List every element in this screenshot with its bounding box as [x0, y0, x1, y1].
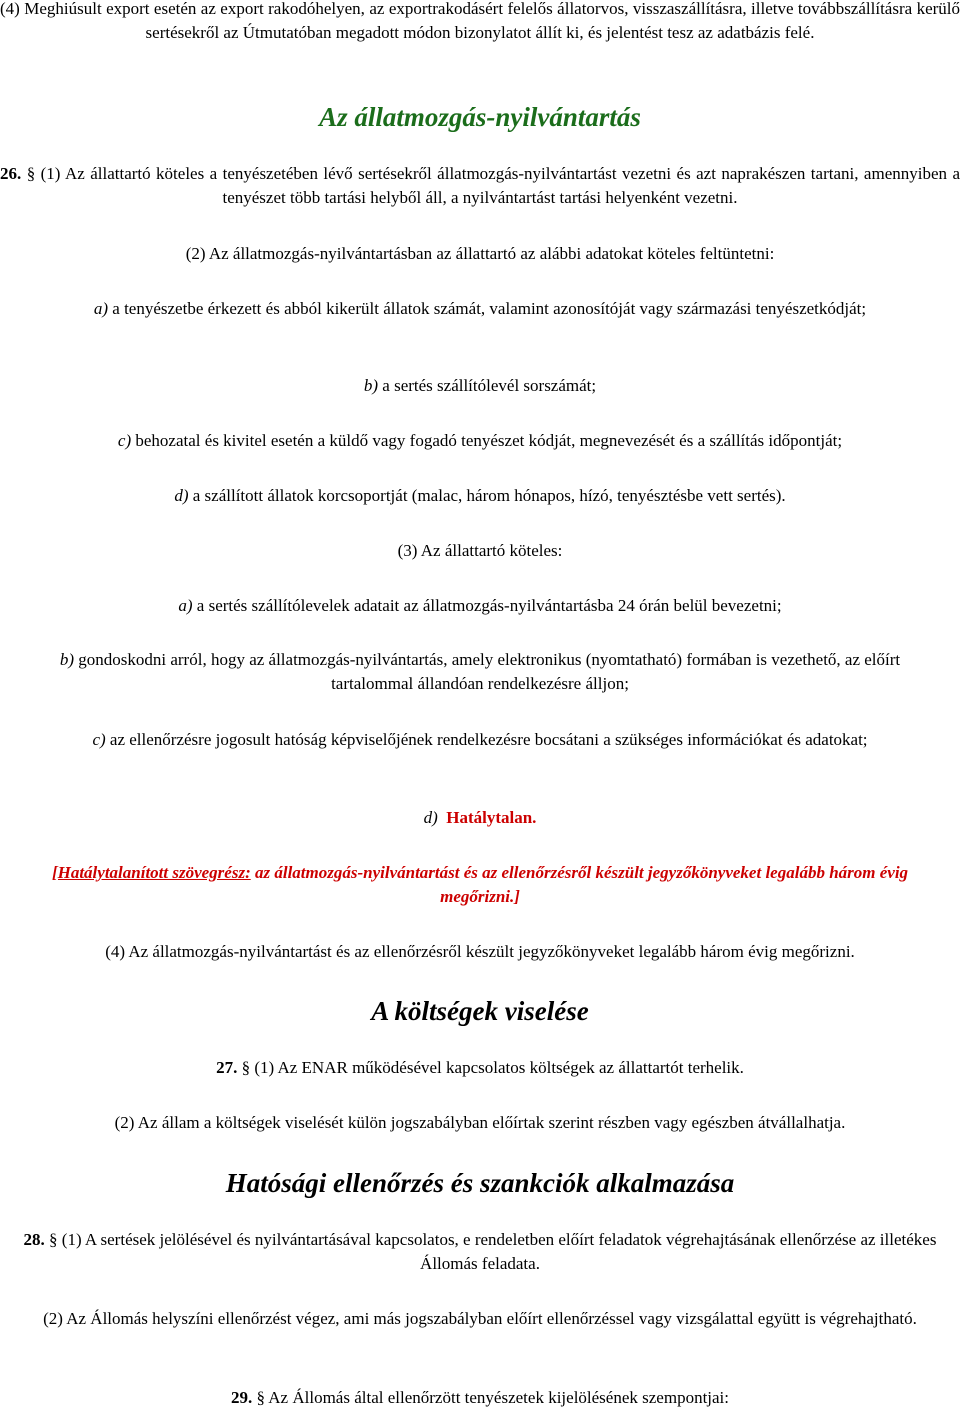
paragraph-text: (2) Az állam a költségek viselését külön jogszabályban előírtak szerint részben vagy egészben átvállalhatja. — [114, 1113, 846, 1132]
item-label: a) — [93, 299, 109, 318]
item-text: gondoskodni arról, hogy az állatmozgás-nyilvántartás, amely elektronikus (nyomtatható) formában is vezethető, az előírt tartalommal állandóan rendelkezésre álljon; — [74, 650, 901, 693]
section-28-paragraph-1 — [20, 1228, 940, 1276]
paragraph-text: (1) Az ENAR működésével kapcsolatos költségek az állattartót terhelik. — [250, 1058, 744, 1077]
section-26-paragraph-2 — [0, 242, 960, 266]
item-2b — [0, 374, 960, 398]
item-label: d) — [423, 808, 438, 827]
section-28-paragraph-2 — [20, 1307, 940, 1331]
paragraph-text: (2) Az állatmozgás-nyilvántartásban az állattartó az alábbi adatokat köteles feltüntetni: — [185, 244, 775, 263]
paragraph-4-export — [0, 0, 960, 45]
section-29-paragraph-1 — [0, 1386, 960, 1410]
section-number: 26. — [0, 164, 22, 183]
section-heading: A költségek viselése — [371, 996, 589, 1026]
section-heading: Hatósági ellenőrzés és szankciók alkalmazása — [225, 1168, 735, 1198]
paragraph-text: (1) A sertések jelölésével és nyilvántartásával kapcsolatos, e rendeletben előírt feladatok végrehajtásának ellenőrzése az illetékes Állomás feladata. — [57, 1230, 937, 1273]
item-3a — [0, 594, 960, 618]
section-heading: Az állatmozgás-nyilvántartás — [319, 102, 641, 132]
item-label: c) — [117, 431, 132, 450]
section-26-paragraph-1 — [0, 162, 960, 210]
section-sign: § — [49, 1230, 58, 1249]
section-26-paragraph-4 — [0, 940, 960, 964]
section-27-paragraph-1 — [0, 1056, 960, 1080]
item-text: a tenyészetbe érkezett és abból kikerült állatok számát, valamint azonosítóját vagy származási tenyészetkódját; — [108, 299, 867, 318]
item-label: b) — [59, 650, 75, 669]
section-number: 29. — [230, 1388, 253, 1407]
paragraph-text: Az Állomás által ellenőrzött tenyészetek kijelölésének szempontjai: — [264, 1388, 730, 1407]
repealed-text: Hatálytalan. — [446, 808, 537, 827]
paragraph-text: (4) Meghiúsult export esetén az export rakodóhelyen, az exportrakodásért felelős állatorvos, visszaszállításra, illetve továbbszállításra kerülő sertésekről az Útmutatóban megadott módon bizonylatot állít ki, és jelentést tesz az adatbázis felé. — [0, 0, 960, 42]
item-label: c) — [92, 730, 106, 749]
heading-koltsegek — [0, 995, 960, 1027]
item-2d — [0, 484, 960, 508]
section-sign: § — [256, 1388, 265, 1407]
paragraph-text: (4) Az állatmozgás-nyilvántartást és az ellenőrzésről készült jegyzőkönyveket legalább három évig megőrizni. — [105, 942, 855, 961]
item-3c — [30, 728, 930, 752]
heading-allatmozgas — [0, 101, 960, 133]
item-label: a) — [178, 596, 193, 615]
repealed-passage-text: az állatmozgás-nyilvántartást és az ellenőrzésről készült jegyzőkönyveket legalább három évig megőrizni.] — [250, 863, 909, 906]
section-number: 28. — [23, 1230, 45, 1249]
item-text: a sertés szállítólevél sorszámát; — [378, 376, 597, 395]
section-sign: § — [241, 1058, 251, 1077]
heading-hatosagi — [0, 1167, 960, 1199]
item-3d — [0, 806, 960, 830]
section-27-paragraph-2 — [0, 1111, 960, 1135]
item-text: az ellenőrzésre jogosult hatóság képviselőjének rendelkezésre bocsátani a szükséges információkat és adatokat; — [105, 730, 868, 749]
item-2c — [0, 429, 960, 453]
paragraph-text: (1) Az állattartó köteles a tenyészetében lévő sertésekről állatmozgás-nyilvántartást vezetni és azt naprakészen tartani, amennyiben a tenyészet több tartási helyből áll, a nyilvántartást tartási helyenként vezetni. — [35, 164, 960, 207]
section-number: 27. — [216, 1058, 238, 1077]
item-label: b) — [363, 376, 379, 395]
paragraph-text: (2) Az Állomás helyszíni ellenőrzést végez, ami más jogszabályban előírt ellenőrzéssel vagy vizsgálattal együtt is végrehajtható. — [43, 1309, 917, 1328]
item-text: a sertés szállítólevelek adatait az állatmozgás-nyilvántartásba 24 órán belül bevezetni; — [192, 596, 782, 615]
repealed-passage — [25, 861, 935, 909]
section-sign: § — [26, 164, 36, 183]
item-text: behozatal és kivitel esetén a küldő vagy fogadó tenyészet kódját, megnevezését és a szállítás időpontját; — [131, 431, 843, 450]
section-26-paragraph-3 — [0, 539, 960, 563]
item-label: d) — [174, 486, 189, 505]
item-text: a szállított állatok korcsoportját (malac, három hónapos, hízó, tenyésztésbe vett sertés). — [188, 486, 786, 505]
paragraph-text: (3) Az állattartó köteles: — [397, 541, 563, 560]
repealed-label: [Hatálytalanított szövegrész: — [51, 863, 251, 882]
item-2a — [40, 297, 920, 321]
item-3b — [30, 648, 930, 696]
